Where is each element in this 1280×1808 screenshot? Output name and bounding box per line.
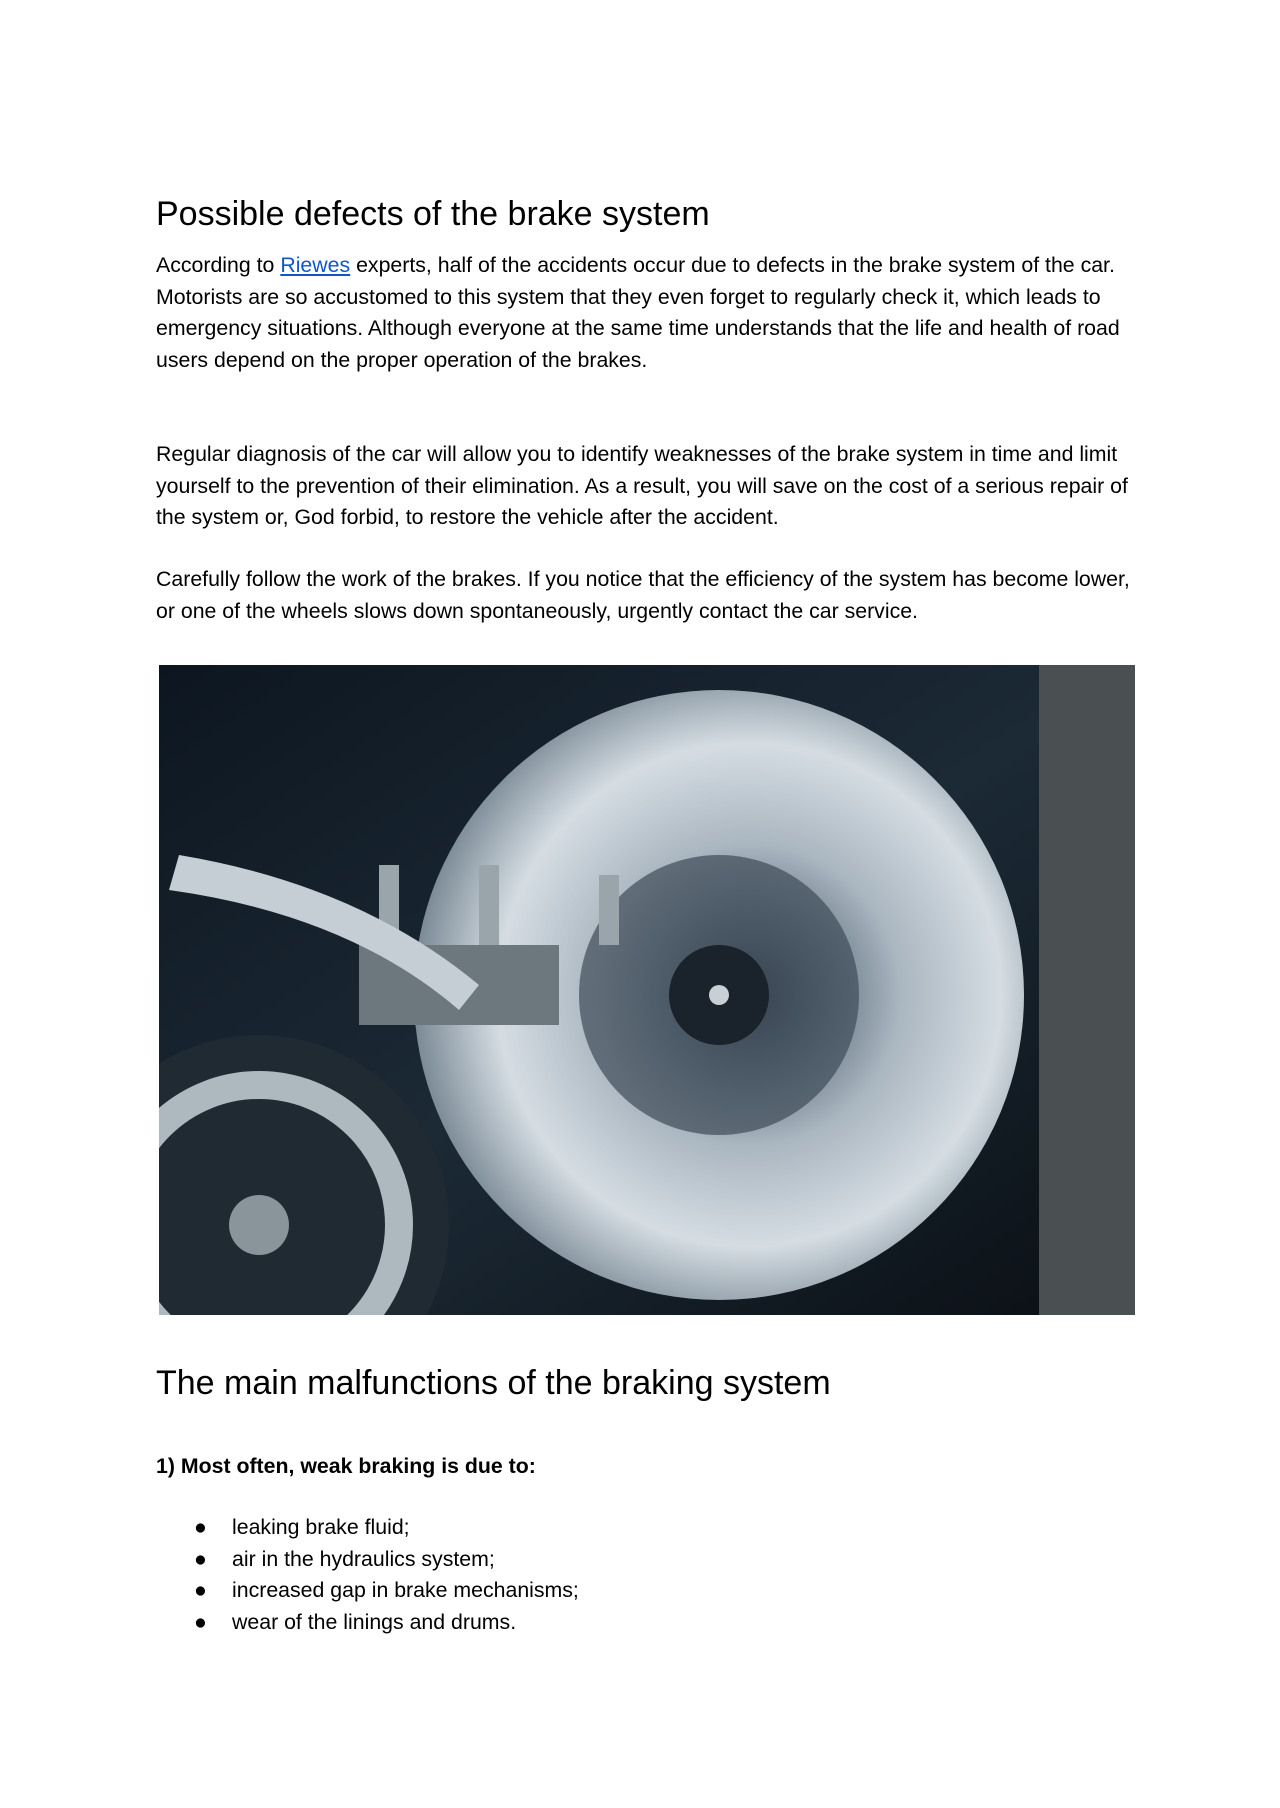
bullet-icon: ● — [194, 1546, 207, 1571]
paragraph-diagnosis: Regular diagnosis of the car will allow you to identify weaknesses of the brake system in time and limit yourself to the prevention of their elimination. As a result, you will save on the cost of a serious repair of the system or, God forbid, to restore the vehicle after the accident. — [156, 442, 1128, 530]
list-item-text: air in the hydraulics system; — [232, 1546, 495, 1571]
text: experts, half of the accidents occur due to defects in the brake system of the car. Motorists are so accustomed to this system that they even forget to regularly check it, which leads to emergency situations. Although everyone at the same time understands that the life and health of road users depend on the proper operation of the brakes. — [156, 253, 1120, 372]
subheading-weak-braking: 1) Most often, weak braking is due to: — [156, 1454, 536, 1478]
list-item-text: increased gap in brake mechanisms; — [232, 1578, 579, 1602]
list-item — [190, 1575, 579, 1607]
bullet-icon: ● — [194, 1515, 207, 1539]
paragraph-follow-brakes: Carefully follow the work of the brakes. If you notice that the efficiency of the system has become lower, or one of the wheels slows down spontaneously, urgently contact the car service. — [156, 567, 1130, 623]
bullet-icon: ● — [194, 1609, 207, 1634]
brake-disc-lathe-image — [159, 665, 1135, 1315]
paragraph-intro — [156, 250, 1136, 376]
section-heading-malfunctions: The main malfunctions of the braking system — [156, 1364, 831, 1402]
text: According to — [156, 253, 281, 277]
section-heading-defects: Possible defects of the brake system — [156, 195, 710, 233]
list-item — [190, 1512, 579, 1544]
list-item — [190, 1544, 579, 1576]
list-item-text: leaking brake fluid; — [232, 1515, 410, 1539]
weak-braking-causes-list — [190, 1512, 579, 1638]
list-item — [190, 1607, 579, 1639]
bullet-icon: ● — [194, 1578, 207, 1602]
riewes-link[interactable]: Riewes — [280, 253, 351, 277]
list-item-text: wear of the linings and drums. — [232, 1609, 517, 1634]
